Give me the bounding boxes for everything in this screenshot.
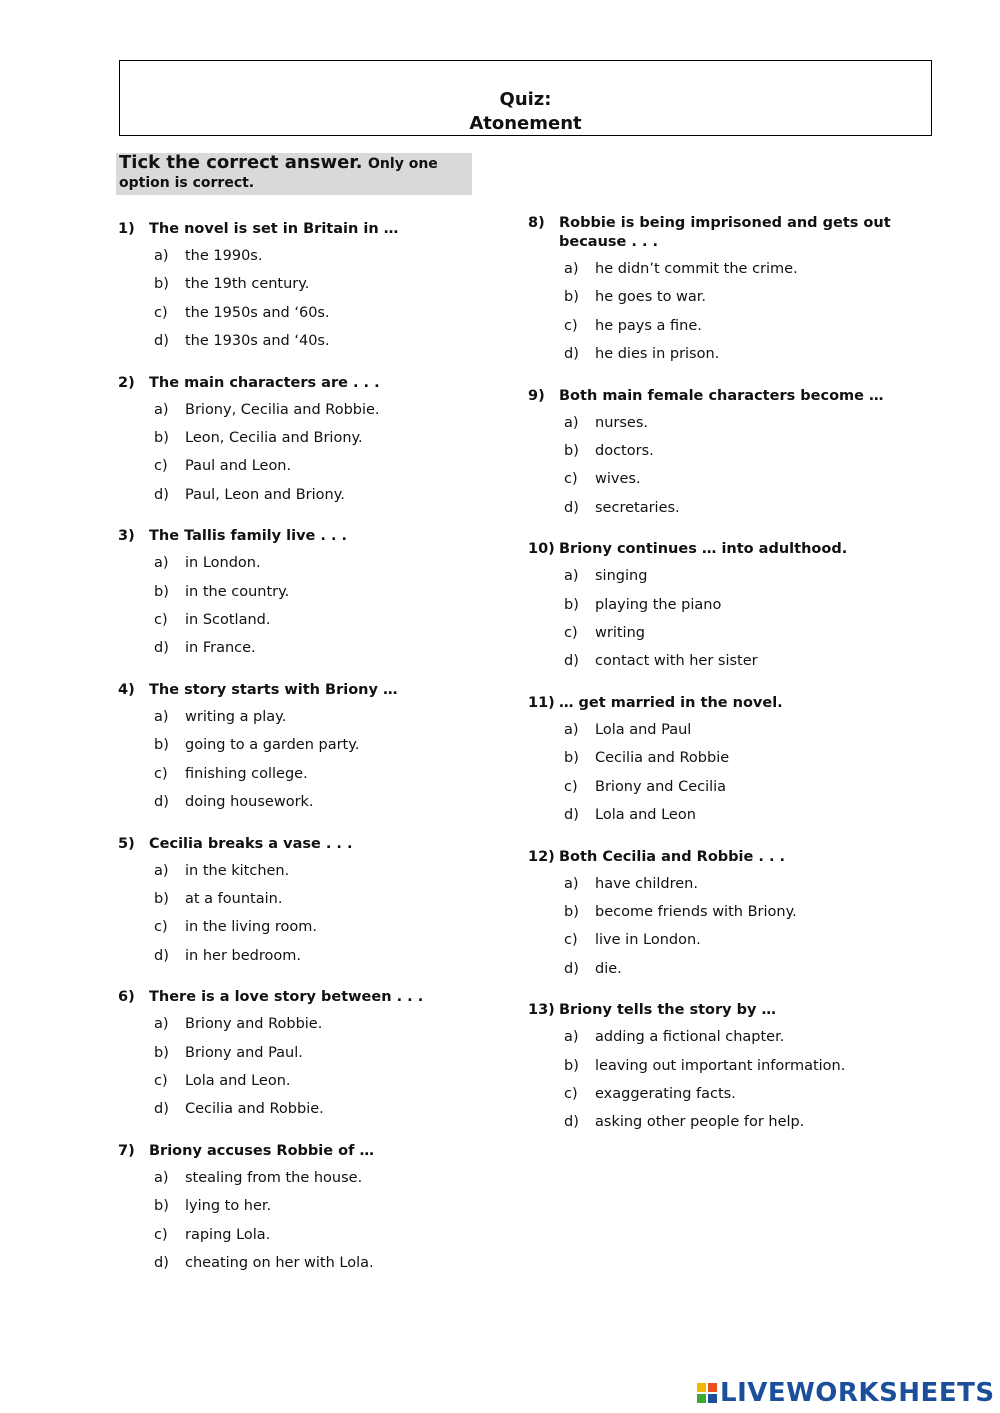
question-title bbox=[118, 1142, 518, 1161]
question-7 bbox=[118, 1142, 518, 1278]
question-4 bbox=[118, 681, 518, 817]
question-title bbox=[528, 694, 928, 713]
instruction-sub: Only one option is correct. bbox=[119, 156, 438, 191]
option-text: become friends with Briony. bbox=[595, 903, 797, 920]
question-1 bbox=[118, 220, 518, 356]
instruction-box bbox=[116, 153, 472, 195]
answer-option[interactable] bbox=[564, 773, 928, 801]
question-12 bbox=[528, 848, 928, 984]
question-number: 5) bbox=[118, 835, 135, 852]
option-letter: d) bbox=[154, 794, 169, 811]
question-3 bbox=[118, 527, 518, 663]
option-letter: d) bbox=[564, 346, 579, 363]
option-letter: a) bbox=[564, 414, 579, 431]
option-text: wives. bbox=[595, 471, 641, 488]
option-text: writing bbox=[595, 625, 645, 642]
question-6 bbox=[118, 988, 518, 1124]
option-text: in Scotland. bbox=[185, 612, 271, 629]
option-letter: d) bbox=[154, 640, 169, 657]
option-letter: b) bbox=[564, 443, 579, 460]
answer-option[interactable] bbox=[154, 424, 518, 452]
answer-option[interactable] bbox=[154, 634, 518, 662]
option-text: Briony and Paul. bbox=[185, 1044, 303, 1061]
option-text: Lola and Leon. bbox=[185, 1072, 291, 1089]
right-column bbox=[528, 214, 928, 1155]
answer-option[interactable] bbox=[154, 788, 518, 816]
question-title bbox=[528, 540, 928, 559]
question-text: Robbie is being imprisoned and gets out because . . . bbox=[559, 215, 891, 250]
option-letter: a) bbox=[564, 261, 579, 277]
option-text: he pays a fine. bbox=[595, 317, 702, 334]
option-text: Paul and Leon. bbox=[185, 458, 292, 475]
answer-option[interactable] bbox=[564, 744, 928, 772]
option-letter: d) bbox=[154, 1101, 169, 1118]
option-letter: b) bbox=[154, 430, 169, 447]
question-text: Cecilia breaks a vase . . . bbox=[149, 835, 353, 852]
answer-option[interactable] bbox=[154, 1249, 518, 1277]
question-text: … get married in the novel. bbox=[559, 694, 783, 711]
option-text: in the living room. bbox=[185, 919, 318, 936]
option-text: writing a play. bbox=[185, 708, 287, 725]
option-text: the 19th century. bbox=[185, 276, 310, 293]
option-letter: a) bbox=[564, 568, 579, 585]
answer-option[interactable] bbox=[154, 606, 518, 634]
option-letter: d) bbox=[154, 333, 169, 350]
answer-option[interactable] bbox=[154, 760, 518, 788]
option-text: singing bbox=[595, 568, 648, 585]
option-text: raping Lola. bbox=[185, 1226, 271, 1243]
answer-option[interactable] bbox=[564, 340, 928, 368]
option-text: the 1930s and ‘40s. bbox=[185, 333, 330, 350]
option-letter: c) bbox=[154, 458, 168, 475]
question-text: Briony continues … into adulthood. bbox=[559, 541, 848, 558]
option-text: in France. bbox=[185, 640, 256, 657]
option-text: Leon, Cecilia and Briony. bbox=[185, 430, 363, 447]
answer-option[interactable] bbox=[154, 299, 518, 327]
option-letter: a) bbox=[154, 248, 169, 264]
option-text: in her bedroom. bbox=[185, 947, 301, 964]
option-text: Paul, Leon and Briony. bbox=[185, 486, 345, 503]
answer-option[interactable] bbox=[564, 647, 928, 675]
option-text: in the kitchen. bbox=[185, 862, 290, 879]
option-text: at a fountain. bbox=[185, 890, 283, 907]
answer-option[interactable] bbox=[564, 1052, 928, 1080]
option-letter: c) bbox=[154, 304, 168, 321]
option-letter: d) bbox=[154, 947, 169, 964]
answer-option[interactable] bbox=[564, 591, 928, 619]
answer-option[interactable] bbox=[564, 1023, 928, 1051]
option-text: Cecilia and Robbie. bbox=[185, 1101, 324, 1118]
option-text: die. bbox=[595, 960, 622, 977]
question-number: 2) bbox=[118, 374, 135, 391]
page-title: Quiz: bbox=[499, 89, 552, 110]
option-letter: c) bbox=[564, 932, 578, 949]
question-number: 11) bbox=[528, 694, 555, 711]
answer-option[interactable] bbox=[564, 409, 928, 437]
answer-option[interactable] bbox=[154, 270, 518, 298]
option-letter: a) bbox=[154, 401, 169, 418]
answer-option[interactable] bbox=[154, 857, 518, 885]
option-letter: b) bbox=[564, 289, 579, 306]
option-text: doing housework. bbox=[185, 794, 314, 811]
option-letter: c) bbox=[564, 625, 578, 642]
option-letter: c) bbox=[564, 1085, 578, 1102]
option-letter: b) bbox=[564, 596, 579, 613]
option-letter: a) bbox=[564, 1029, 579, 1046]
option-letter: a) bbox=[564, 875, 579, 892]
answer-option[interactable] bbox=[564, 312, 928, 340]
answer-option[interactable] bbox=[564, 801, 928, 829]
option-text: Lola and Paul bbox=[595, 721, 692, 738]
answer-option[interactable] bbox=[564, 1080, 928, 1108]
page-subtitle: Atonement bbox=[469, 113, 582, 134]
option-letter: d) bbox=[154, 486, 169, 503]
option-text: have children. bbox=[595, 875, 698, 892]
option-letter: c) bbox=[154, 1072, 168, 1089]
answer-option[interactable] bbox=[154, 1095, 518, 1123]
option-text: he goes to war. bbox=[595, 289, 707, 306]
answer-option[interactable] bbox=[154, 549, 518, 577]
answer-option[interactable] bbox=[564, 494, 928, 522]
instruction-main: Tick the correct answer. bbox=[119, 152, 363, 173]
option-letter: d) bbox=[154, 1254, 169, 1271]
answer-option[interactable] bbox=[154, 731, 518, 759]
answer-option[interactable] bbox=[564, 437, 928, 465]
question-number: 8) bbox=[528, 215, 545, 231]
answer-option[interactable] bbox=[564, 562, 928, 590]
answer-option[interactable] bbox=[154, 1039, 518, 1067]
question-number: 13) bbox=[528, 1002, 555, 1019]
question-9 bbox=[528, 387, 928, 523]
liveworksheets-logo bbox=[697, 1376, 993, 1410]
option-letter: d) bbox=[564, 653, 579, 670]
question-title bbox=[528, 214, 928, 252]
logo-mark-icon bbox=[697, 1383, 717, 1403]
option-letter: a) bbox=[154, 555, 169, 572]
option-text: in the country. bbox=[185, 583, 290, 600]
option-letter: b) bbox=[564, 750, 579, 767]
answer-option[interactable] bbox=[154, 942, 518, 970]
option-letter: c) bbox=[154, 919, 168, 936]
answer-option[interactable] bbox=[154, 1164, 518, 1192]
answer-option[interactable] bbox=[154, 327, 518, 355]
answer-option[interactable] bbox=[564, 926, 928, 954]
option-letter: c) bbox=[154, 1226, 168, 1243]
option-text: the 1950s and ‘60s. bbox=[185, 304, 330, 321]
option-letter: a) bbox=[564, 721, 579, 738]
question-number: 6) bbox=[118, 989, 135, 1006]
option-text: lying to her. bbox=[185, 1198, 272, 1215]
answer-option[interactable] bbox=[154, 703, 518, 731]
question-number: 7) bbox=[118, 1142, 135, 1159]
question-5 bbox=[118, 835, 518, 971]
question-10 bbox=[528, 540, 928, 676]
option-text: stealing from the house. bbox=[185, 1169, 363, 1186]
answer-option[interactable] bbox=[154, 242, 518, 270]
option-letter: a) bbox=[154, 862, 169, 879]
option-letter: b) bbox=[154, 1198, 169, 1215]
question-title bbox=[118, 681, 518, 700]
question-title bbox=[118, 374, 518, 393]
option-text: Briony, Cecilia and Robbie. bbox=[185, 401, 380, 418]
option-letter: a) bbox=[154, 1169, 169, 1186]
option-letter: d) bbox=[564, 499, 579, 516]
option-text: he didn’t commit the crime. bbox=[595, 261, 798, 277]
option-letter: b) bbox=[154, 1044, 169, 1061]
option-letter: c) bbox=[564, 317, 578, 334]
answer-option[interactable] bbox=[154, 1067, 518, 1095]
answer-option[interactable] bbox=[564, 955, 928, 983]
question-number: 1) bbox=[118, 221, 135, 237]
question-number: 10) bbox=[528, 541, 555, 558]
option-text: finishing college. bbox=[185, 765, 308, 782]
title-box bbox=[119, 60, 932, 136]
question-number: 12) bbox=[528, 848, 555, 865]
question-title bbox=[528, 1001, 928, 1020]
option-letter: c) bbox=[564, 471, 578, 488]
option-letter: c) bbox=[154, 612, 168, 629]
option-text: live in London. bbox=[595, 932, 701, 949]
question-text: The novel is set in Britain in … bbox=[149, 221, 399, 237]
answer-option[interactable] bbox=[154, 452, 518, 480]
option-text: cheating on her with Lola. bbox=[185, 1254, 374, 1271]
option-letter: b) bbox=[154, 276, 169, 293]
option-text: secretaries. bbox=[595, 499, 680, 516]
option-letter: b) bbox=[154, 737, 169, 754]
option-text: the 1990s. bbox=[185, 248, 263, 264]
question-text: Briony tells the story by … bbox=[559, 1002, 777, 1019]
answer-option[interactable] bbox=[154, 885, 518, 913]
answer-option[interactable] bbox=[564, 283, 928, 311]
option-letter: a) bbox=[154, 708, 169, 725]
question-title bbox=[118, 835, 518, 854]
option-letter: d) bbox=[564, 807, 579, 824]
option-text: adding a fictional chapter. bbox=[595, 1029, 785, 1046]
answer-option[interactable] bbox=[564, 1108, 928, 1136]
left-column bbox=[118, 220, 518, 1295]
question-title bbox=[528, 387, 928, 406]
question-8 bbox=[528, 214, 928, 369]
question-text: The main characters are . . . bbox=[149, 374, 380, 391]
option-letter: b) bbox=[154, 890, 169, 907]
option-text: exaggerating facts. bbox=[595, 1085, 736, 1102]
question-text: Briony accuses Robbie of … bbox=[149, 1142, 374, 1159]
question-13 bbox=[528, 1001, 928, 1137]
question-number: 4) bbox=[118, 681, 135, 698]
answer-option[interactable] bbox=[564, 255, 928, 283]
question-title bbox=[118, 220, 518, 239]
answer-option[interactable] bbox=[564, 716, 928, 744]
option-letter: d) bbox=[564, 1114, 579, 1131]
option-text: doctors. bbox=[595, 443, 654, 460]
option-text: Cecilia and Robbie bbox=[595, 750, 730, 767]
option-text: Lola and Leon bbox=[595, 807, 696, 824]
answer-option[interactable] bbox=[564, 870, 928, 898]
option-text: he dies in prison. bbox=[595, 346, 720, 363]
question-number: 3) bbox=[118, 528, 135, 545]
option-text: Briony and Cecilia bbox=[595, 778, 727, 795]
question-2 bbox=[118, 374, 518, 510]
question-text: The story starts with Briony … bbox=[149, 681, 398, 698]
option-text: contact with her sister bbox=[595, 653, 758, 670]
option-text: asking other people for help. bbox=[595, 1114, 805, 1131]
question-number: 9) bbox=[528, 387, 545, 404]
answer-option[interactable] bbox=[564, 465, 928, 493]
question-title bbox=[118, 527, 518, 546]
question-title bbox=[118, 988, 518, 1007]
option-text: Briony and Robbie. bbox=[185, 1016, 323, 1033]
question-title bbox=[528, 848, 928, 867]
option-letter: d) bbox=[564, 960, 579, 977]
answer-option[interactable] bbox=[154, 1221, 518, 1249]
option-letter: a) bbox=[154, 1016, 169, 1033]
option-letter: b) bbox=[564, 1057, 579, 1074]
option-text: going to a garden party. bbox=[185, 737, 360, 754]
option-text: playing the piano bbox=[595, 596, 722, 613]
answer-option[interactable] bbox=[154, 578, 518, 606]
answer-option[interactable] bbox=[564, 619, 928, 647]
question-text: Both Cecilia and Robbie . . . bbox=[559, 848, 786, 865]
answer-option[interactable] bbox=[154, 396, 518, 424]
logo-text: LIVEWORKSHEETS bbox=[720, 1378, 995, 1408]
question-text: Both main female characters become … bbox=[559, 387, 884, 404]
answer-option[interactable] bbox=[154, 1010, 518, 1038]
option-letter: c) bbox=[154, 765, 168, 782]
option-text: nurses. bbox=[595, 414, 648, 431]
question-text: The Tallis family live . . . bbox=[149, 528, 348, 545]
option-text: in London. bbox=[185, 555, 261, 572]
option-text: leaving out important information. bbox=[595, 1057, 846, 1074]
question-11 bbox=[528, 694, 928, 830]
answer-option[interactable] bbox=[154, 1192, 518, 1220]
answer-option[interactable] bbox=[154, 913, 518, 941]
option-letter: b) bbox=[154, 583, 169, 600]
option-letter: c) bbox=[564, 778, 578, 795]
question-text: There is a love story between . . . bbox=[149, 989, 424, 1006]
answer-option[interactable] bbox=[154, 481, 518, 509]
option-letter: b) bbox=[564, 903, 579, 920]
answer-option[interactable] bbox=[564, 898, 928, 926]
